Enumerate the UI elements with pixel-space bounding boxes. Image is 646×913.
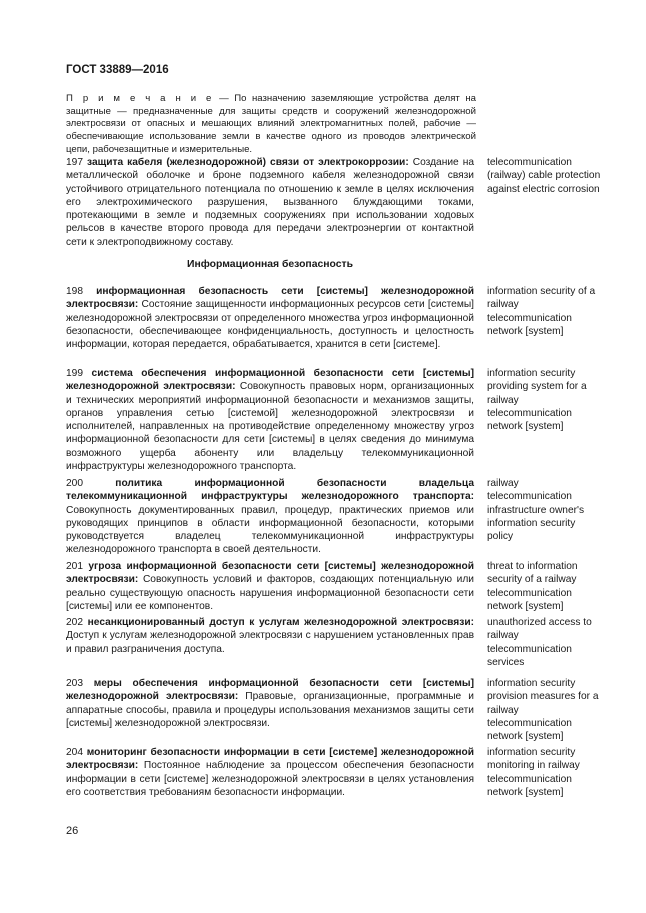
term-name: меры обеспечения информационной безопасности сети [системы] железнодорожной электросвязи: bbox=[66, 678, 474, 703]
term-number: 199 bbox=[66, 368, 83, 379]
term-name: система обеспечения информационной безопасности сети [системы] железнодорожной электросвязи: bbox=[66, 368, 474, 393]
term-number: 204 bbox=[66, 747, 83, 758]
term-en: telecommunication (railway) cable protection against electric corrosion bbox=[487, 157, 601, 195]
term-ru bbox=[66, 285, 474, 351]
note-lead: П р и м е ч а н и е bbox=[66, 93, 214, 104]
term-ru bbox=[66, 677, 474, 730]
term-definition: Создание на металлической оболочке и броне подземного кабеля железнодорожной связи устойчивого отрицательного потенциала по отношению к земле в целях исключения его электрохимического разрушения, вызванного блуждающими токами, протекающими в земле и подземных сооружениях при использовании ходовых рельсов в качестве второго провода для передачи электроэнергии от контактной сети к электроподвижному составу. bbox=[66, 157, 474, 248]
term-name: угроза информационной безопасности сети [системы] железнодорожной электросвязи: bbox=[66, 561, 474, 586]
term-number: 202 bbox=[66, 617, 83, 628]
term-ru bbox=[66, 616, 474, 656]
term-ru bbox=[66, 367, 474, 473]
term-name: информационная безопасность сети [системы] железнодорожной электросвязи: bbox=[66, 286, 474, 311]
term-definition: Постоянное наблюдение за процессом обеспечения безопасности информации в сети [системе] железнодорожной электросвязи в целях установления его соответствия требованиям безопасности информации. bbox=[66, 760, 474, 798]
term-en: information security provision measures for a railway telecommunication network [system] bbox=[487, 678, 599, 743]
term-en: unauthorized access to railway telecommunication services bbox=[487, 617, 592, 668]
note-text: — По назначению заземляющие устройства делят на защитные — предназначенные для защиты средств и сооружений железнодорожной электросвязи от опасных и мешающих влияний электромагнитных полей, рабочие — обеспечивающие использование земли в качестве одного из проводов электрической цепи, рабочезащитные и измерительные. bbox=[66, 93, 476, 155]
term-en: information security monitoring in railway telecommunication network [system] bbox=[487, 747, 580, 798]
term-definition: Совокупность правовых норм, организационных и технических мероприятий информационной безопасности и механизмов защиты, органов управления сетью [системой] железнодорожной электросвязи и исполнителей, направленных на противодействие определенному множеству угроз информационной безопасности для сети [системы] в целях сведения до минимума возможного ущерба абоненту или владельцу телекоммуникационной инфраструктуры железнодорожного транспорта. bbox=[66, 381, 474, 473]
term-ru bbox=[66, 156, 474, 249]
note-paragraph bbox=[66, 93, 476, 157]
term-ru bbox=[66, 477, 474, 557]
term-ru bbox=[66, 560, 474, 613]
term-number: 198 bbox=[66, 286, 83, 297]
term-number: 200 bbox=[66, 478, 83, 489]
term-ru bbox=[66, 746, 474, 799]
term-number: 197 bbox=[66, 157, 83, 168]
term-en: railway telecommunication infrastructure owner's information security policy bbox=[487, 478, 585, 543]
term-en: information security providing system for a railway telecommunication network [system] bbox=[487, 368, 587, 433]
term-number: 201 bbox=[66, 561, 83, 572]
section-title: Информационная безопасность bbox=[186, 259, 353, 270]
term-en: information security of a railway telecommunication network [system] bbox=[487, 286, 596, 337]
term-definition: Совокупность условий и факторов, создающих потенциальную или реально существующую опасность нарушения информационной безопасности сети [системы] или ее компонентов. bbox=[66, 574, 474, 612]
term-name: несанкционированный доступ к услугам железнодорожной электросвязи: bbox=[87, 617, 474, 628]
term-name: защита кабеля (железнодорожной) связи от электрокоррозии: bbox=[87, 157, 409, 168]
term-definition: Доступ к услугам железнодорожной электросвязи с нарушением установленных прав и правил разграничения доступа. bbox=[66, 630, 474, 655]
page-number: 26 bbox=[66, 825, 79, 837]
term-definition: Правовые, организационные, программные и аппаратные способы, правила и процедуры использования механизмов защиты сети [системы] железнодорожной электросвязи. bbox=[66, 691, 474, 729]
term-name: политика информационной безопасности владельца телекоммуникационной инфраструктуры железнодорожного транспорта: bbox=[66, 478, 474, 503]
term-name: мониторинг безопасности информации в сети [системе] железнодорожной электросвязи: bbox=[66, 747, 474, 772]
term-definition: Совокупность документированных правил, процедур, практических приемов или руководящих принципов в области информационной безопасности, которыми руководствуется владелец телекоммуникационной инфраструктуры железнодорожного транспорта в своей деятельности. bbox=[66, 504, 474, 556]
document-header: ГОСТ 33889—2016 bbox=[66, 64, 169, 76]
term-en: threat to information security of a railway telecommunication network [system] bbox=[487, 561, 578, 612]
term-definition: Состояние защищенности информационных ресурсов сети [системы] железнодорожной электросвязи от определенного множества угроз информационной безопасности, обеспечивающее конфиденциальность, доступность и целостность информации, которая передается, обрабатывается, хранится в сети [системе]. bbox=[66, 299, 474, 351]
term-number: 203 bbox=[66, 678, 83, 689]
